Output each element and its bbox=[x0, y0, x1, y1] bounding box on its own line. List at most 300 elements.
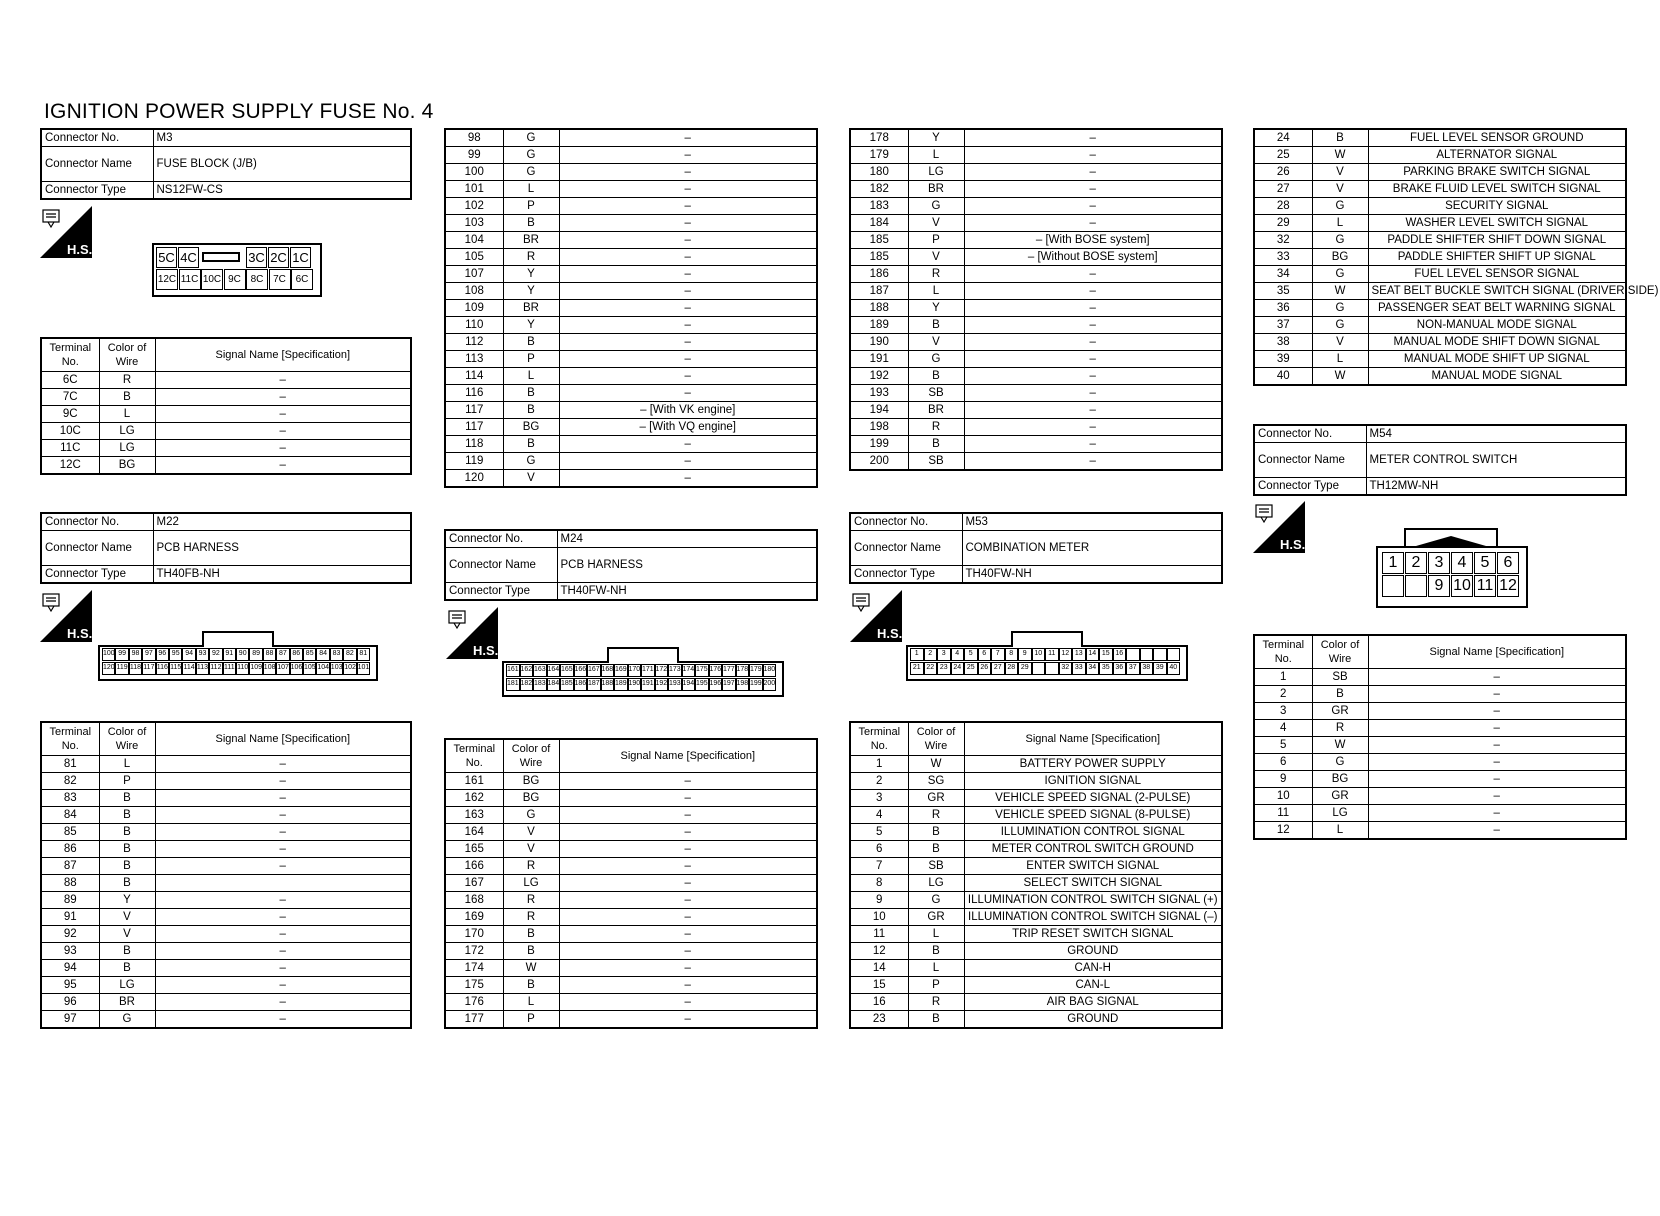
wire-color: R bbox=[503, 858, 559, 875]
connector-pin: 91 bbox=[223, 648, 236, 661]
table-row bbox=[445, 909, 817, 926]
table-row bbox=[850, 858, 1222, 875]
connector-type: NS12FW-CS bbox=[153, 182, 411, 200]
connector-no: M54 bbox=[1366, 425, 1626, 443]
connector-pin: 190 bbox=[628, 678, 642, 691]
table-row bbox=[445, 1011, 817, 1029]
connector-pin: 27 bbox=[991, 662, 1005, 675]
connector-pin bbox=[1032, 662, 1046, 675]
terminal-no: 81 bbox=[41, 756, 99, 773]
terminal-no: 16 bbox=[850, 994, 908, 1011]
connector-pin: 4 bbox=[951, 648, 965, 661]
terminal-no: 38 bbox=[1254, 334, 1312, 351]
connector-pin: 109 bbox=[249, 662, 262, 675]
signal-name: – bbox=[559, 841, 817, 858]
terminal-no: 200 bbox=[850, 453, 908, 471]
wire-color: W bbox=[1312, 368, 1368, 386]
terminal-no: 198 bbox=[850, 419, 908, 436]
terminal-table-m54 bbox=[1253, 634, 1627, 840]
table-row bbox=[850, 943, 1222, 960]
wire-color: LG bbox=[99, 423, 155, 440]
wire-color: V bbox=[908, 249, 964, 266]
table-row bbox=[850, 215, 1222, 232]
terminal-no: 161 bbox=[445, 773, 503, 790]
wire-color: W bbox=[908, 756, 964, 773]
connector-info-m24 bbox=[444, 529, 818, 601]
wire-color: B bbox=[503, 334, 559, 351]
connector-pin: 99 bbox=[115, 648, 128, 661]
wire-color: V bbox=[908, 334, 964, 351]
signal-name: GROUND bbox=[964, 943, 1222, 960]
signal-name: – bbox=[1368, 754, 1626, 771]
terminal-table-m3 bbox=[40, 337, 412, 475]
table-row bbox=[445, 841, 817, 858]
signal-name: – bbox=[559, 858, 817, 875]
wire-color: V bbox=[503, 470, 559, 488]
wire-color: G bbox=[503, 164, 559, 181]
page-title: IGNITION POWER SUPPLY FUSE No. 4 bbox=[44, 100, 434, 123]
wire-color: P bbox=[503, 198, 559, 215]
signal-name: – bbox=[155, 790, 411, 807]
terminal-no: 168 bbox=[445, 892, 503, 909]
terminal-no: 84 bbox=[41, 807, 99, 824]
connector-name: FUSE BLOCK (J/B) bbox=[153, 147, 411, 182]
connector-pin: 164 bbox=[547, 664, 561, 677]
signal-name: – bbox=[1368, 686, 1626, 703]
connector-pin: 12 bbox=[1059, 648, 1073, 661]
connector-pin: 168 bbox=[601, 664, 615, 677]
table-row bbox=[41, 807, 411, 824]
connector-pin: 97 bbox=[142, 648, 155, 661]
table-row bbox=[1254, 771, 1626, 788]
signal-name: – bbox=[1368, 805, 1626, 822]
terminal-no: 7 bbox=[850, 858, 908, 875]
signal-name: – bbox=[964, 129, 1222, 147]
terminal-table-m24-continued bbox=[849, 128, 1223, 471]
table-row bbox=[1254, 737, 1626, 754]
wire-color: G bbox=[99, 1011, 155, 1029]
signal-name: – bbox=[559, 181, 817, 198]
wire-color: L bbox=[1312, 822, 1368, 840]
connector-pin: 6 bbox=[1497, 552, 1519, 574]
connector-pin: 84 bbox=[316, 648, 329, 661]
connector-pin: 162 bbox=[520, 664, 534, 677]
connector-pin: 11 bbox=[1045, 648, 1059, 661]
signal-name: ILLUMINATION CONTROL SWITCH SIGNAL (+) bbox=[964, 892, 1222, 909]
connector-name: METER CONTROL SWITCH bbox=[1366, 443, 1626, 478]
terminal-no: 32 bbox=[1254, 232, 1312, 249]
signal-name: – bbox=[964, 453, 1222, 471]
terminal-no: 1 bbox=[1254, 669, 1312, 686]
table-row bbox=[850, 875, 1222, 892]
terminal-no: 183 bbox=[850, 198, 908, 215]
terminal-no: 35 bbox=[1254, 283, 1312, 300]
connector-pin bbox=[1167, 648, 1181, 661]
connector-pin: 16 bbox=[1113, 648, 1127, 661]
terminal-no: 4 bbox=[1254, 720, 1312, 737]
terminal-no: 93 bbox=[41, 943, 99, 960]
signal-name: CAN-L bbox=[964, 977, 1222, 994]
connector-pin: 5 bbox=[1474, 552, 1496, 574]
table-row bbox=[445, 453, 817, 470]
signal-name: – bbox=[559, 129, 817, 147]
signal-name: – bbox=[559, 249, 817, 266]
connector-pin: 1 bbox=[1382, 552, 1404, 574]
signal-name: – bbox=[559, 453, 817, 470]
table-row bbox=[41, 841, 411, 858]
table-row bbox=[445, 385, 817, 402]
connector-pin: 106 bbox=[290, 662, 303, 675]
connector-pin: 178 bbox=[736, 664, 750, 677]
header-terminal-no: Terminal No. bbox=[445, 739, 503, 773]
connector-no: M3 bbox=[153, 129, 411, 147]
signal-name: – bbox=[964, 436, 1222, 453]
wire-color: SB bbox=[908, 858, 964, 875]
wire-color: G bbox=[1312, 266, 1368, 283]
table-row bbox=[445, 232, 817, 249]
terminal-no: 174 bbox=[445, 960, 503, 977]
label-connector-no: Connector No. bbox=[41, 513, 153, 531]
connector-pin: 10 bbox=[1032, 648, 1046, 661]
connector-name: PCB HARNESS bbox=[557, 548, 817, 583]
table-row bbox=[1254, 822, 1626, 840]
signal-name: CAN-H bbox=[964, 960, 1222, 977]
table-row bbox=[850, 977, 1222, 994]
header-terminal-no: Terminal No. bbox=[1254, 635, 1312, 669]
signal-name: – bbox=[559, 824, 817, 841]
connector-pin: 114 bbox=[182, 662, 195, 675]
terminal-no: 110 bbox=[445, 317, 503, 334]
connector-pin: 3 bbox=[1428, 552, 1450, 574]
signal-name: – bbox=[964, 385, 1222, 402]
wire-color: R bbox=[99, 372, 155, 389]
terminal-no: 102 bbox=[445, 198, 503, 215]
signal-name: – bbox=[1368, 720, 1626, 737]
signal-name: – bbox=[559, 926, 817, 943]
terminal-no: 10C bbox=[41, 423, 99, 440]
connector-pin: 113 bbox=[196, 662, 209, 675]
terminal-no: 27 bbox=[1254, 181, 1312, 198]
table-row bbox=[850, 147, 1222, 164]
table-row bbox=[850, 841, 1222, 858]
connector-pin: 13 bbox=[1072, 648, 1086, 661]
signal-name: – bbox=[559, 977, 817, 994]
table-row bbox=[445, 147, 817, 164]
table-row bbox=[445, 334, 817, 351]
terminal-no: 114 bbox=[445, 368, 503, 385]
connector-pin: 180 bbox=[763, 664, 777, 677]
table-row bbox=[445, 926, 817, 943]
table-row bbox=[445, 470, 817, 488]
table-row bbox=[1254, 788, 1626, 805]
table-row bbox=[445, 300, 817, 317]
label-connector-name: Connector Name bbox=[850, 531, 962, 566]
wire-color: R bbox=[908, 994, 964, 1011]
wire-color: BR bbox=[99, 994, 155, 1011]
connector-pin: 177 bbox=[722, 664, 736, 677]
signal-name: FUEL LEVEL SENSOR SIGNAL bbox=[1368, 266, 1626, 283]
terminal-no: 83 bbox=[41, 790, 99, 807]
connector-pin: 90 bbox=[236, 648, 249, 661]
connector-pin: 179 bbox=[749, 664, 763, 677]
connector-pin: 88 bbox=[263, 648, 276, 661]
signal-name: – bbox=[559, 892, 817, 909]
connector-pin: 9 bbox=[1018, 648, 1032, 661]
connector-pin: 5 bbox=[964, 648, 978, 661]
connector-pin: 12C bbox=[156, 269, 178, 290]
connector-pin: 10C bbox=[201, 269, 223, 290]
signal-name: BATTERY POWER SUPPLY bbox=[964, 756, 1222, 773]
wire-color: R bbox=[503, 909, 559, 926]
connector-pin: 32 bbox=[1059, 662, 1073, 675]
label-connector-type: Connector Type bbox=[445, 583, 557, 601]
terminal-no: 1 bbox=[850, 756, 908, 773]
table-row bbox=[445, 249, 817, 266]
table-row bbox=[1254, 317, 1626, 334]
wire-color: B bbox=[908, 368, 964, 385]
terminal-no: 107 bbox=[445, 266, 503, 283]
signal-name: – bbox=[964, 147, 1222, 164]
terminal-no: 167 bbox=[445, 875, 503, 892]
label-connector-type: Connector Type bbox=[41, 182, 153, 200]
signal-name: – bbox=[1368, 737, 1626, 754]
wire-color: BG bbox=[1312, 771, 1368, 788]
wire-color: G bbox=[908, 351, 964, 368]
terminal-no: 28 bbox=[1254, 198, 1312, 215]
signal-name: – bbox=[964, 266, 1222, 283]
wire-color: W bbox=[1312, 147, 1368, 164]
connector-pin: 196 bbox=[709, 678, 723, 691]
header-color-of-wire: Color of Wire bbox=[1312, 635, 1368, 669]
terminal-no: 94 bbox=[41, 960, 99, 977]
wire-color: GR bbox=[908, 790, 964, 807]
terminal-no: 6C bbox=[41, 372, 99, 389]
connector-pin: 8C bbox=[246, 269, 268, 290]
table-row bbox=[850, 790, 1222, 807]
signal-name: – bbox=[559, 436, 817, 453]
terminal-no: 116 bbox=[445, 385, 503, 402]
connector-pin bbox=[1153, 648, 1167, 661]
table-row bbox=[850, 198, 1222, 215]
wire-color: GR bbox=[1312, 703, 1368, 720]
table-header bbox=[41, 338, 411, 372]
header-signal-name: Signal Name [Specification] bbox=[964, 722, 1222, 756]
connector-pin: 185 bbox=[560, 678, 574, 691]
signal-name: – bbox=[964, 198, 1222, 215]
connector-pin: 9 bbox=[1428, 575, 1450, 597]
signal-name: BRAKE FLUID LEVEL SWITCH SIGNAL bbox=[1368, 181, 1626, 198]
terminal-no: 180 bbox=[850, 164, 908, 181]
table-row bbox=[1254, 232, 1626, 249]
wire-color: B bbox=[99, 790, 155, 807]
table-row bbox=[41, 977, 411, 994]
signal-name: – bbox=[155, 926, 411, 943]
signal-name: – bbox=[559, 283, 817, 300]
terminal-no: 185 bbox=[850, 249, 908, 266]
wire-color: BG bbox=[503, 419, 559, 436]
wire-color: LG bbox=[908, 164, 964, 181]
wire-color: G bbox=[503, 453, 559, 470]
signal-name: – bbox=[155, 960, 411, 977]
connector-pin: 4 bbox=[1451, 552, 1473, 574]
terminal-no: 91 bbox=[41, 909, 99, 926]
wire-color: P bbox=[503, 1011, 559, 1029]
terminal-no: 189 bbox=[850, 317, 908, 334]
connector-pin: 194 bbox=[682, 678, 696, 691]
wire-color: V bbox=[908, 215, 964, 232]
connector-pin: 192 bbox=[655, 678, 669, 691]
terminal-no: 113 bbox=[445, 351, 503, 368]
connector-info-m3 bbox=[40, 128, 412, 200]
wire-color: B bbox=[908, 436, 964, 453]
wire-color: B bbox=[99, 389, 155, 406]
table-row bbox=[850, 317, 1222, 334]
connector-pin: 89 bbox=[249, 648, 262, 661]
connector-face-m3 bbox=[152, 243, 322, 297]
terminal-no: 24 bbox=[1254, 129, 1312, 147]
signal-name: – bbox=[155, 943, 411, 960]
wire-color: L bbox=[503, 994, 559, 1011]
connector-face-m24 bbox=[502, 647, 784, 694]
signal-name: – bbox=[1368, 669, 1626, 686]
table-row bbox=[41, 756, 411, 773]
connector-pin: 103 bbox=[330, 662, 343, 675]
connector-pin: 181 bbox=[506, 678, 520, 691]
signal-name: – bbox=[155, 423, 411, 440]
terminal-no: 82 bbox=[41, 773, 99, 790]
connector-pin: 166 bbox=[574, 664, 588, 677]
signal-name: – bbox=[559, 773, 817, 790]
connector-pin: 6C bbox=[291, 269, 313, 290]
table-row bbox=[445, 402, 817, 419]
terminal-no: 25 bbox=[1254, 147, 1312, 164]
header-color-of-wire: Color of Wire bbox=[99, 722, 155, 756]
table-row bbox=[850, 419, 1222, 436]
wire-color: Y bbox=[503, 266, 559, 283]
wire-color: L bbox=[908, 926, 964, 943]
connector-face-m22 bbox=[98, 631, 378, 677]
signal-name: – bbox=[155, 909, 411, 926]
wire-color: B bbox=[503, 215, 559, 232]
connector-pin: 83 bbox=[330, 648, 343, 661]
wire-color: V bbox=[1312, 164, 1368, 181]
table-row bbox=[445, 824, 817, 841]
table-row bbox=[850, 824, 1222, 841]
terminal-no: 100 bbox=[445, 164, 503, 181]
wire-color: G bbox=[1312, 317, 1368, 334]
header-terminal-no: Terminal No. bbox=[850, 722, 908, 756]
wire-color: P bbox=[908, 232, 964, 249]
terminal-no: 4 bbox=[850, 807, 908, 824]
table-row bbox=[41, 440, 411, 457]
terminal-no: 163 bbox=[445, 807, 503, 824]
wire-color: W bbox=[1312, 737, 1368, 754]
terminal-no: 3 bbox=[1254, 703, 1312, 720]
wire-color: LG bbox=[1312, 805, 1368, 822]
terminal-no: 88 bbox=[41, 875, 99, 892]
connector-type: TH12MW-NH bbox=[1366, 478, 1626, 496]
wire-color: V bbox=[99, 909, 155, 926]
wire-color: B bbox=[99, 875, 155, 892]
signal-name: – bbox=[155, 389, 411, 406]
terminal-no: 166 bbox=[445, 858, 503, 875]
wire-color: L bbox=[1312, 351, 1368, 368]
wire-color: L bbox=[99, 756, 155, 773]
terminal-no: 191 bbox=[850, 351, 908, 368]
signal-name: – bbox=[1368, 788, 1626, 805]
table-row bbox=[1254, 334, 1626, 351]
connector-pin: 1 bbox=[910, 648, 924, 661]
signal-name: – bbox=[559, 994, 817, 1011]
table-row bbox=[1254, 300, 1626, 317]
signal-name: – bbox=[559, 232, 817, 249]
table-row bbox=[1254, 669, 1626, 686]
terminal-table-m53 bbox=[849, 721, 1223, 1029]
hs-label: H.S. bbox=[1280, 537, 1306, 552]
signal-name: – bbox=[559, 470, 817, 488]
connector-pin: 3C bbox=[246, 247, 267, 268]
terminal-no: 7C bbox=[41, 389, 99, 406]
connector-pin: 85 bbox=[303, 648, 316, 661]
wire-color: R bbox=[503, 892, 559, 909]
wire-color: L bbox=[503, 181, 559, 198]
connector-pin: 2C bbox=[268, 247, 289, 268]
table-row bbox=[850, 232, 1222, 249]
label-connector-no: Connector No. bbox=[445, 530, 557, 548]
signal-name: ENTER SWITCH SIGNAL bbox=[964, 858, 1222, 875]
signal-name bbox=[155, 875, 411, 892]
header-color-of-wire: Color of Wire bbox=[908, 722, 964, 756]
connector-pin: 107 bbox=[276, 662, 289, 675]
signal-name: PADDLE SHIFTER SHIFT DOWN SIGNAL bbox=[1368, 232, 1626, 249]
signal-name: – bbox=[1368, 822, 1626, 840]
wire-color: B bbox=[1312, 686, 1368, 703]
label-connector-name: Connector Name bbox=[1254, 443, 1366, 478]
wire-color: B bbox=[503, 436, 559, 453]
table-row bbox=[445, 858, 817, 875]
connector-pin: 169 bbox=[614, 664, 628, 677]
table-row bbox=[41, 372, 411, 389]
signal-name: WASHER LEVEL SWITCH SIGNAL bbox=[1368, 215, 1626, 232]
signal-name: – bbox=[559, 385, 817, 402]
label-connector-no: Connector No. bbox=[41, 129, 153, 147]
connector-pin: 184 bbox=[547, 678, 561, 691]
terminal-no: 164 bbox=[445, 824, 503, 841]
table-row bbox=[1254, 266, 1626, 283]
connector-type: TH40FB-NH bbox=[153, 566, 411, 584]
wire-color: L bbox=[503, 368, 559, 385]
signal-name: METER CONTROL SWITCH GROUND bbox=[964, 841, 1222, 858]
terminal-no: 178 bbox=[850, 129, 908, 147]
wire-color: B bbox=[503, 402, 559, 419]
wire-color: BR bbox=[503, 300, 559, 317]
wire-color: G bbox=[1312, 232, 1368, 249]
terminal-no: 12 bbox=[1254, 822, 1312, 840]
terminal-no: 6 bbox=[1254, 754, 1312, 771]
terminal-no: 186 bbox=[850, 266, 908, 283]
connector-pin: 7C bbox=[269, 269, 291, 290]
connector-pin: 118 bbox=[129, 662, 142, 675]
wire-color: W bbox=[503, 960, 559, 977]
table-row bbox=[1254, 368, 1626, 386]
table-row bbox=[41, 406, 411, 423]
wire-color: B bbox=[1312, 129, 1368, 147]
connector-pin: 112 bbox=[209, 662, 222, 675]
table-row bbox=[1254, 129, 1626, 147]
connector-pin: 170 bbox=[628, 664, 642, 677]
wire-color: W bbox=[1312, 283, 1368, 300]
table-header bbox=[850, 722, 1222, 756]
